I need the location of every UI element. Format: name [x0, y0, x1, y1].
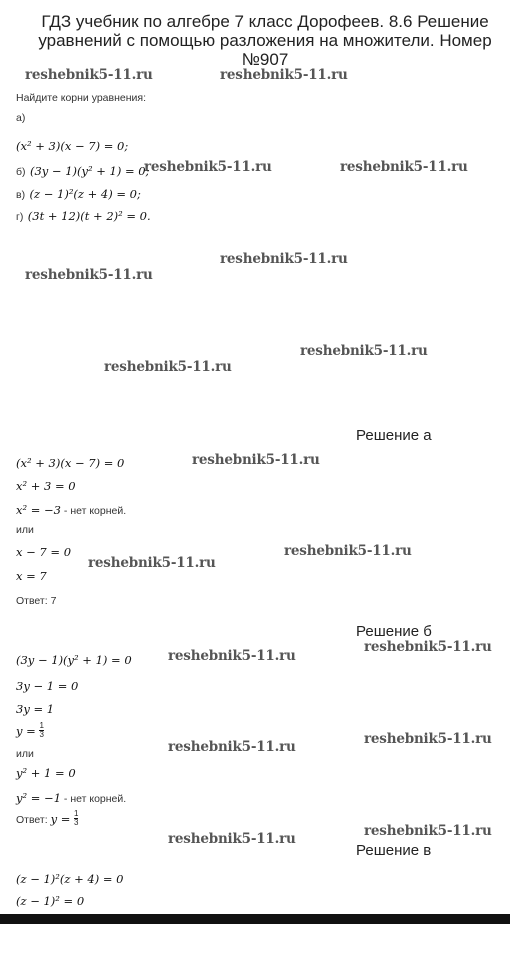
solution-a-line: x² + 3 = 0: [16, 479, 76, 493]
solution-b-line: 3y = 1: [16, 702, 55, 716]
task-g-equation: (3t + 12)(t + 2)² = 0.: [27, 209, 151, 223]
task-v-label: в): [16, 189, 26, 201]
watermark: reshebnik5-11.ru: [192, 452, 320, 468]
fraction: [39, 722, 43, 739]
fraction-numerator: 1: [39, 721, 44, 731]
task-g: [16, 207, 151, 225]
task-a-label: а): [16, 112, 26, 124]
fraction: [74, 810, 78, 827]
solution-b-lhs: y =: [16, 724, 40, 738]
fraction-denominator: 3: [39, 730, 44, 740]
solution-b-answer: [16, 810, 78, 828]
watermark: reshebnik5-11.ru: [88, 555, 216, 571]
solution-a-line: [16, 501, 126, 519]
answer-lhs: y =: [50, 812, 75, 826]
watermark: reshebnik5-11.ru: [220, 67, 348, 83]
task-b-equation: (3y − 1)(y² + 1) = 0;: [29, 164, 150, 178]
watermark: reshebnik5-11.ru: [364, 639, 492, 655]
solution-a-heading: Решение а: [356, 427, 432, 444]
watermark: reshebnik5-11.ru: [168, 831, 296, 847]
watermark: reshebnik5-11.ru: [340, 159, 468, 175]
watermark: reshebnik5-11.ru: [25, 267, 153, 283]
solution-a-line: (x² + 3)(x − 7) = 0: [16, 456, 125, 470]
task-g-label: г): [16, 211, 24, 223]
solution-v-line: (z − 1)²(z + 4) = 0: [16, 872, 124, 886]
solution-b-heading: Решение б: [356, 623, 432, 640]
watermark: reshebnik5-11.ru: [25, 67, 153, 83]
watermark: reshebnik5-11.ru: [364, 731, 492, 747]
task-v-equation: (z − 1)²(z + 4) = 0;: [29, 187, 141, 201]
watermark: reshebnik5-11.ru: [284, 543, 412, 559]
watermark: reshebnik5-11.ru: [144, 159, 272, 175]
watermark: reshebnik5-11.ru: [168, 648, 296, 664]
solution-b-line: [16, 722, 44, 740]
bottom-bar: [0, 914, 510, 924]
task-b-label: б): [16, 166, 26, 178]
solution-v-line: (z − 1)² = 0: [16, 894, 85, 908]
page-title: ГДЗ учебник по алгебре 7 класс Дорофеев. 8.6 Решение уравнений с помощью разложения на множители. Номер №907: [38, 12, 492, 69]
solution-b-line: 3y − 1 = 0: [16, 679, 79, 693]
watermark: reshebnik5-11.ru: [300, 343, 428, 359]
solution-b-line: [16, 789, 126, 807]
task-a-equation: (x² + 3)(x − 7) = 0;: [16, 139, 129, 153]
fraction-numerator: 1: [74, 809, 79, 819]
watermark: reshebnik5-11.ru: [104, 359, 232, 375]
solution-b-line: (3y − 1)(y² + 1) = 0: [16, 653, 132, 667]
solution-a-line: x − 7 = 0: [16, 545, 72, 559]
solution-b-eq: y² = −1: [16, 791, 62, 805]
task-v: [16, 185, 141, 203]
fraction-denominator: 3: [74, 818, 79, 828]
answer-label: Ответ:: [16, 814, 51, 826]
solution-a-line: x = 7: [16, 569, 47, 583]
solution-a-eq: x² = −3: [16, 503, 61, 517]
solution-b-or: или: [16, 748, 34, 760]
task-intro: Найдите корни уравнения:: [16, 92, 146, 104]
watermark: reshebnik5-11.ru: [168, 739, 296, 755]
watermark: reshebnik5-11.ru: [364, 823, 492, 839]
solution-b-note: - нет корней.: [61, 793, 127, 805]
watermark: reshebnik5-11.ru: [220, 251, 348, 267]
solution-b-line: y² + 1 = 0: [16, 766, 76, 780]
solution-a-or: или: [16, 524, 34, 536]
solution-v-heading: Решение в: [356, 842, 432, 859]
task-b: [16, 162, 150, 180]
solution-a-note: - нет корней.: [61, 505, 127, 517]
solution-a-answer: Ответ: 7: [16, 595, 57, 607]
